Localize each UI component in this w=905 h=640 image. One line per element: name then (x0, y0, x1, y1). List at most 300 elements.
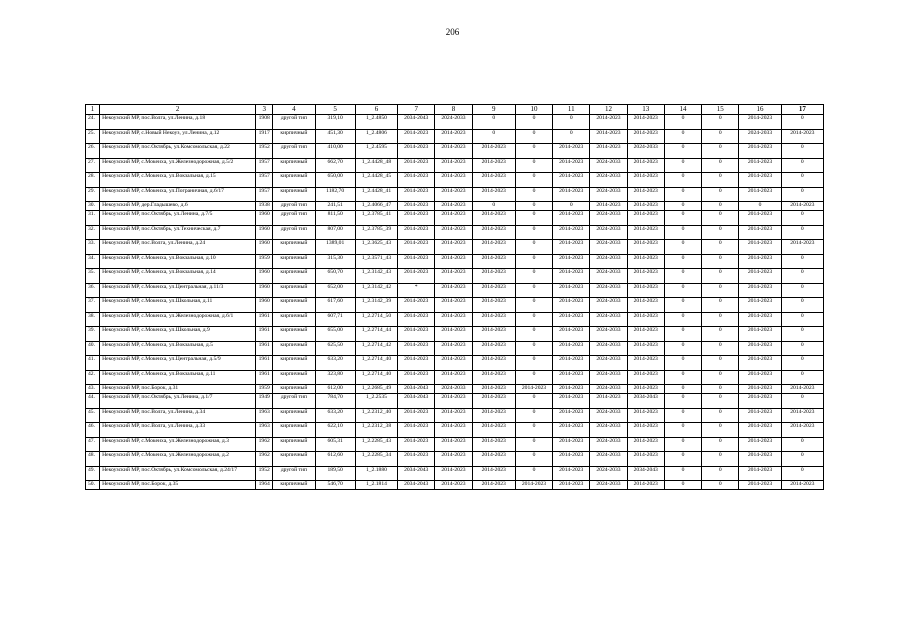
cell-c16: 2014-2023 (739, 437, 781, 452)
cell-addr: Некоузский МР, пос.Волга, ул.Ленина, д.33 (100, 423, 256, 438)
cell-mat: кирпичный (273, 240, 315, 255)
cell-code: 1_2.3625_43 (355, 240, 397, 255)
cell-area: 662,70 (315, 158, 355, 173)
cell-c11: 0 (553, 202, 590, 211)
cell-c12: 2024-2033 (590, 327, 627, 342)
cell-n: 41. (86, 356, 100, 371)
cell-mat: кирпичный (273, 370, 315, 385)
cell-mat: кирпичный (273, 298, 315, 313)
cell-c15: 0 (702, 312, 739, 327)
cell-c15: 0 (702, 408, 739, 423)
cell-addr: Некоузский МР, с.Мокеиха, ул.Вокзальная, д.10 (100, 254, 256, 269)
table-row (86, 115, 824, 130)
cell-n: 50. (86, 481, 100, 490)
cell-c9: 0 (472, 129, 515, 144)
cell-n: 46. (86, 423, 100, 438)
cell-c12: 2024-2033 (590, 385, 627, 394)
cell-c8: 2014-2023 (435, 254, 472, 269)
cell-c7: 2014-2023 (398, 370, 435, 385)
cell-code: 1_2.2285_34 (355, 452, 397, 467)
cell-c11: 2014-2023 (553, 385, 590, 394)
cell-mat: кирпичный (273, 129, 315, 144)
cell-mat: другой тип (273, 225, 315, 240)
cell-n: 45. (86, 408, 100, 423)
cell-c17: 0 (781, 269, 823, 284)
cell-c8: 2014-2023 (435, 144, 472, 159)
cell-c7: 2034-2043 (398, 466, 435, 481)
cell-c12: 2024-2033 (590, 370, 627, 385)
cell-c16: 2014-2023 (739, 312, 781, 327)
cell-c14: 0 (664, 202, 701, 211)
cell-c17: 2014-2023 (781, 481, 823, 490)
table-row (86, 144, 824, 159)
table-row (86, 298, 824, 313)
table-row (86, 158, 824, 173)
cell-area: 652,00 (315, 283, 355, 298)
table-row (86, 356, 824, 371)
cell-area: 241,51 (315, 202, 355, 211)
cell-year: 1959 (256, 254, 273, 269)
cell-c15: 0 (702, 202, 739, 211)
cell-c17: 0 (781, 437, 823, 452)
cell-c11: 2014-2023 (553, 187, 590, 202)
cell-c13: 2014-2023 (627, 452, 664, 467)
cell-c11: 0 (553, 129, 590, 144)
cell-c15: 0 (702, 298, 739, 313)
cell-c16: 2014-2023 (739, 327, 781, 342)
cell-c13: 2014-2023 (627, 173, 664, 188)
cell-area: 1389,01 (315, 240, 355, 255)
cell-c16: 2014-2023 (739, 466, 781, 481)
cell-mat: другой тип (273, 115, 315, 130)
cell-code: 1_2.4066_47 (355, 202, 397, 211)
cell-addr: Некоузский МР, с.Мокеиха, ул.Центральная, д.11/3 (100, 283, 256, 298)
cell-addr: Некоузский МР, с.Мокеиха, ул.Железнодорожная, д.2 (100, 452, 256, 467)
cell-c13: 2014-2023 (627, 481, 664, 490)
cell-mat: кирпичный (273, 437, 315, 452)
table-row (86, 394, 824, 409)
cell-c12: 2014-2023 (590, 115, 627, 130)
cell-c17: 0 (781, 173, 823, 188)
cell-c15: 0 (702, 115, 739, 130)
cell-c7: 2014-2023 (398, 211, 435, 226)
cell-c14: 0 (664, 385, 701, 394)
cell-mat: кирпичный (273, 327, 315, 342)
cell-mat: кирпичный (273, 341, 315, 356)
col-header: 8 (435, 105, 472, 115)
cell-addr: Некоузский МР, пос.Борок, д.31 (100, 385, 256, 394)
cell-c15: 0 (702, 187, 739, 202)
cell-c11: 2014-2023 (553, 173, 590, 188)
cell-area: 633,20 (315, 408, 355, 423)
cell-c10: 0 (515, 187, 552, 202)
cell-area: 315,30 (315, 254, 355, 269)
cell-addr: Некоузский МР, пос.Борок, д.35 (100, 481, 256, 490)
cell-c10: 0 (515, 437, 552, 452)
cell-year: 1960 (256, 269, 273, 284)
col-header: 16 (739, 105, 781, 115)
cell-year: 1952 (256, 466, 273, 481)
table-row (86, 187, 824, 202)
cell-code: 1_2.3142_43 (355, 269, 397, 284)
table-row (86, 481, 824, 490)
cell-c12: 2014-2023 (590, 202, 627, 211)
cell-c13: 2014-2023 (627, 225, 664, 240)
cell-c14: 0 (664, 254, 701, 269)
register-table (85, 104, 824, 490)
cell-code: 1_2.2714_40 (355, 370, 397, 385)
cell-c17: 0 (781, 452, 823, 467)
cell-year: 1962 (256, 452, 273, 467)
cell-area: 1182,70 (315, 187, 355, 202)
cell-addr: Некоузский МР, пос.Октябрь, ул.Техническая, д.7 (100, 225, 256, 240)
cell-code: 1_2.4428_45 (355, 173, 397, 188)
cell-c17: 0 (781, 225, 823, 240)
cell-mat: кирпичный (273, 173, 315, 188)
cell-c17: 0 (781, 312, 823, 327)
cell-c8: 2014-2023 (435, 202, 472, 211)
cell-n: 49. (86, 466, 100, 481)
cell-year: 1917 (256, 129, 273, 144)
table-row (86, 173, 824, 188)
cell-c10: 0 (515, 144, 552, 159)
cell-code: 1_2.4428_48 (355, 158, 397, 173)
cell-c12: 2014-2023 (590, 129, 627, 144)
cell-c14: 0 (664, 394, 701, 409)
cell-addr: Некоузский МР, пос.Волга, ул.Ленина, д.24 (100, 240, 256, 255)
cell-c10: 0 (515, 115, 552, 130)
cell-c17: 0 (781, 283, 823, 298)
cell-c9: 2014-2023 (472, 173, 515, 188)
cell-c7: 2014-2023 (398, 437, 435, 452)
cell-c11: 2014-2023 (553, 225, 590, 240)
cell-area: 633,20 (315, 356, 355, 371)
cell-year: 1957 (256, 187, 273, 202)
cell-c16: 2014-2023 (739, 211, 781, 226)
cell-c9: 2014-2023 (472, 408, 515, 423)
cell-c17: 0 (781, 115, 823, 130)
cell-year: 1959 (256, 385, 273, 394)
cell-c16: 2014-2023 (739, 370, 781, 385)
cell-c11: 2014-2023 (553, 283, 590, 298)
col-header: 11 (553, 105, 590, 115)
cell-c9: 2014-2023 (472, 385, 515, 394)
cell-c11: 2014-2023 (553, 240, 590, 255)
cell-c7: 2014-2023 (398, 202, 435, 211)
cell-c13: 2014-2023 (627, 202, 664, 211)
cell-c15: 0 (702, 370, 739, 385)
cell-addr: Некоузский МР, с.Мокеиха, ул.Центральная, д.5/9 (100, 356, 256, 371)
cell-c14: 0 (664, 327, 701, 342)
cell-c12: 2024-2033 (590, 298, 627, 313)
cell-c10: 0 (515, 254, 552, 269)
cell-year: 1960 (256, 298, 273, 313)
cell-c15: 0 (702, 144, 739, 159)
cell-c16: 2014-2023 (739, 481, 781, 490)
cell-c16: 2014-2023 (739, 158, 781, 173)
cell-mat: кирпичный (273, 408, 315, 423)
table-row (86, 129, 824, 144)
col-header: 15 (702, 105, 739, 115)
cell-area: 650,00 (315, 173, 355, 188)
cell-code: 1_2.3142_42 (355, 283, 397, 298)
cell-c7: 2014-2023 (398, 312, 435, 327)
cell-c11: 2014-2023 (553, 394, 590, 409)
cell-c14: 0 (664, 341, 701, 356)
cell-c8: 2014-2023 (435, 408, 472, 423)
table-row (86, 240, 824, 255)
cell-c16: 2014-2023 (739, 187, 781, 202)
cell-c13: 2014-2023 (627, 385, 664, 394)
table-row (86, 437, 824, 452)
cell-n: 47. (86, 437, 100, 452)
cell-n: 33. (86, 240, 100, 255)
cell-addr: Некоузский МР, с.Мокеиха, ул.Вокзальная, д.5 (100, 341, 256, 356)
cell-c13: 2014-2023 (627, 269, 664, 284)
cell-mat: другой тип (273, 394, 315, 409)
cell-c7: 2014-2023 (398, 240, 435, 255)
cell-c8: 2014-2023 (435, 211, 472, 226)
cell-mat: другой тип (273, 144, 315, 159)
cell-c12: 2024-2033 (590, 437, 627, 452)
cell-mat: кирпичный (273, 269, 315, 284)
cell-c14: 0 (664, 437, 701, 452)
cell-c7: 2014-2023 (398, 452, 435, 467)
cell-c15: 0 (702, 173, 739, 188)
cell-year: 1963 (256, 408, 273, 423)
cell-c10: 0 (515, 341, 552, 356)
cell-c17: 0 (781, 158, 823, 173)
cell-c15: 0 (702, 481, 739, 490)
cell-c15: 0 (702, 423, 739, 438)
cell-c11: 2014-2023 (553, 341, 590, 356)
cell-c13: 2014-2023 (627, 356, 664, 371)
cell-c13: 2014-2023 (627, 437, 664, 452)
cell-c17: 2014-2023 (781, 129, 823, 144)
col-header: 7 (398, 105, 435, 115)
cell-n: 36. (86, 283, 100, 298)
cell-area: 612,00 (315, 385, 355, 394)
col-header: 12 (590, 105, 627, 115)
cell-mat: кирпичный (273, 158, 315, 173)
cell-c14: 0 (664, 158, 701, 173)
cell-c12: 2024-2033 (590, 312, 627, 327)
cell-c11: 2014-2023 (553, 423, 590, 438)
cell-c15: 0 (702, 452, 739, 467)
cell-c10: 0 (515, 269, 552, 284)
col-header: 1 (86, 105, 100, 115)
cell-c10: 0 (515, 356, 552, 371)
table-row (86, 385, 824, 394)
cell-c17: 0 (781, 341, 823, 356)
cell-c8: 2014-2023 (435, 269, 472, 284)
cell-addr: Некоузский МР, с.Новый Некоуз, ул.Ленина, д.12 (100, 129, 256, 144)
cell-c14: 0 (664, 269, 701, 284)
cell-c14: 0 (664, 466, 701, 481)
cell-c7: 2014-2023 (398, 129, 435, 144)
cell-c16: 2014-2023 (739, 298, 781, 313)
cell-c13: 2034-2043 (627, 394, 664, 409)
cell-n: 44. (86, 394, 100, 409)
cell-c9: 2014-2023 (472, 466, 515, 481)
cell-c9: 2014-2023 (472, 254, 515, 269)
cell-c9: 2014-2023 (472, 298, 515, 313)
cell-c11: 2014-2023 (553, 408, 590, 423)
cell-c8: 2024-2033 (435, 385, 472, 394)
cell-c12: 2024-2033 (590, 481, 627, 490)
table-row (86, 423, 824, 438)
cell-addr: Некоузский МР, с.Мокеиха, ул.Пограничная, д.6/17 (100, 187, 256, 202)
cell-c12: 2024-2033 (590, 466, 627, 481)
cell-c15: 0 (702, 466, 739, 481)
cell-c8: 2014-2023 (435, 466, 472, 481)
cell-area: 546,70 (315, 481, 355, 490)
cell-c16: 2014-2023 (739, 254, 781, 269)
cell-addr: Некоузский МР, с.Мокеиха, ул.Вокзальная, д.11 (100, 370, 256, 385)
cell-c10: 0 (515, 298, 552, 313)
cell-c11: 2014-2023 (553, 452, 590, 467)
cell-area: 612,60 (315, 452, 355, 467)
cell-year: 1961 (256, 370, 273, 385)
cell-mat: кирпичный (273, 356, 315, 371)
cell-c7: 2014-2023 (398, 144, 435, 159)
cell-addr: Некоузский МР, пос.Волга, ул.Ленина, д.34 (100, 408, 256, 423)
cell-c9: 2014-2023 (472, 225, 515, 240)
table-row (86, 408, 824, 423)
cell-c13: 2014-2023 (627, 341, 664, 356)
cell-c14: 0 (664, 481, 701, 490)
cell-c14: 0 (664, 312, 701, 327)
cell-area: 319,10 (315, 115, 355, 130)
cell-c12: 2024-2033 (590, 211, 627, 226)
cell-c12: 2024-2033 (590, 269, 627, 284)
cell-n: 32. (86, 225, 100, 240)
cell-c14: 0 (664, 240, 701, 255)
cell-c11: 2014-2023 (553, 312, 590, 327)
cell-c17: 0 (781, 187, 823, 202)
cell-c9: 0 (472, 202, 515, 211)
cell-c11: 2014-2023 (553, 356, 590, 371)
col-header: 3 (256, 105, 273, 115)
cell-addr: Некоузский МР, с.Мокеиха, ул.Школьная, д.11 (100, 298, 256, 313)
cell-c10: 0 (515, 394, 552, 409)
cell-c11: 2014-2023 (553, 158, 590, 173)
cell-c7: * (398, 283, 435, 298)
cell-n: 27. (86, 158, 100, 173)
cell-c11: 2014-2023 (553, 437, 590, 452)
cell-c9: 2014-2023 (472, 144, 515, 159)
cell-mat: другой тип (273, 211, 315, 226)
cell-c15: 0 (702, 283, 739, 298)
cell-n: 39. (86, 327, 100, 342)
cell-c8: 2014-2023 (435, 298, 472, 313)
cell-c11: 2014-2023 (553, 269, 590, 284)
cell-c13: 2014-2023 (627, 158, 664, 173)
cell-c16: 2014-2023 (739, 115, 781, 130)
cell-c17: 0 (781, 211, 823, 226)
cell-c9: 2014-2023 (472, 341, 515, 356)
cell-c11: 2014-2023 (553, 370, 590, 385)
cell-area: 617,60 (315, 298, 355, 313)
cell-c10: 2014-2023 (515, 385, 552, 394)
cell-n: 38. (86, 312, 100, 327)
cell-area: 650,70 (315, 269, 355, 284)
cell-c11: 2014-2023 (553, 298, 590, 313)
cell-c7: 2014-2023 (398, 254, 435, 269)
cell-c8: 2014-2023 (435, 129, 472, 144)
cell-mat: кирпичный (273, 187, 315, 202)
cell-c12: 2024-2033 (590, 452, 627, 467)
cell-c9: 2014-2023 (472, 283, 515, 298)
cell-addr: Некоузский МР, пос.Октябрь, ул.Комсомольская, д.22 (100, 144, 256, 159)
cell-c15: 0 (702, 269, 739, 284)
table-row (86, 211, 824, 226)
cell-code: 1_2.2714_40 (355, 356, 397, 371)
col-header: 9 (472, 105, 515, 115)
cell-c17: 2014-2023 (781, 240, 823, 255)
cell-code: 1_2.2285_43 (355, 437, 397, 452)
cell-c15: 0 (702, 437, 739, 452)
cell-c15: 0 (702, 129, 739, 144)
cell-area: 189,50 (315, 466, 355, 481)
cell-addr: Некоузский МР, с.Мокеиха, ул.Железнодорожная, д.3 (100, 437, 256, 452)
cell-c10: 0 (515, 312, 552, 327)
cell-c17: 0 (781, 144, 823, 159)
cell-c15: 0 (702, 211, 739, 226)
cell-c9: 2014-2023 (472, 423, 515, 438)
cell-mat: кирпичный (273, 452, 315, 467)
cell-c9: 2014-2023 (472, 452, 515, 467)
cell-c7: 2014-2023 (398, 298, 435, 313)
cell-c14: 0 (664, 408, 701, 423)
cell-c10: 2014-2023 (515, 481, 552, 490)
cell-c10: 0 (515, 327, 552, 342)
cell-c14: 0 (664, 356, 701, 371)
cell-year: 1957 (256, 158, 273, 173)
cell-c7: 2014-2023 (398, 356, 435, 371)
cell-code: 1_2.2535 (355, 394, 397, 409)
cell-c15: 0 (702, 341, 739, 356)
cell-c9: 2014-2023 (472, 312, 515, 327)
cell-c17: 0 (781, 254, 823, 269)
cell-c7: 2014-2023 (398, 423, 435, 438)
col-header: 5 (315, 105, 355, 115)
cell-area: 451,30 (315, 129, 355, 144)
cell-c12: 2024-2033 (590, 423, 627, 438)
cell-c8: 2014-2023 (435, 173, 472, 188)
cell-n: 28. (86, 173, 100, 188)
cell-c8: 2014-2023 (435, 327, 472, 342)
cell-area: 625,50 (315, 341, 355, 356)
cell-code: 1_2.1880 (355, 466, 397, 481)
cell-c13: 2014-2023 (627, 187, 664, 202)
cell-c8: 2014-2023 (435, 370, 472, 385)
col-header: 10 (515, 105, 552, 115)
cell-code: 1_2.2714_44 (355, 327, 397, 342)
cell-c7: 2034-2043 (398, 385, 435, 394)
cell-c13: 2014-2023 (627, 298, 664, 313)
cell-mat: кирпичный (273, 283, 315, 298)
table-row (86, 202, 824, 211)
cell-c13: 2014-2023 (627, 312, 664, 327)
cell-n: 37. (86, 298, 100, 313)
cell-c13: 2014-2023 (627, 254, 664, 269)
cell-year: 1960 (256, 240, 273, 255)
cell-year: 1960 (256, 283, 273, 298)
cell-c14: 0 (664, 298, 701, 313)
cell-c17: 0 (781, 370, 823, 385)
col-header: 4 (273, 105, 315, 115)
